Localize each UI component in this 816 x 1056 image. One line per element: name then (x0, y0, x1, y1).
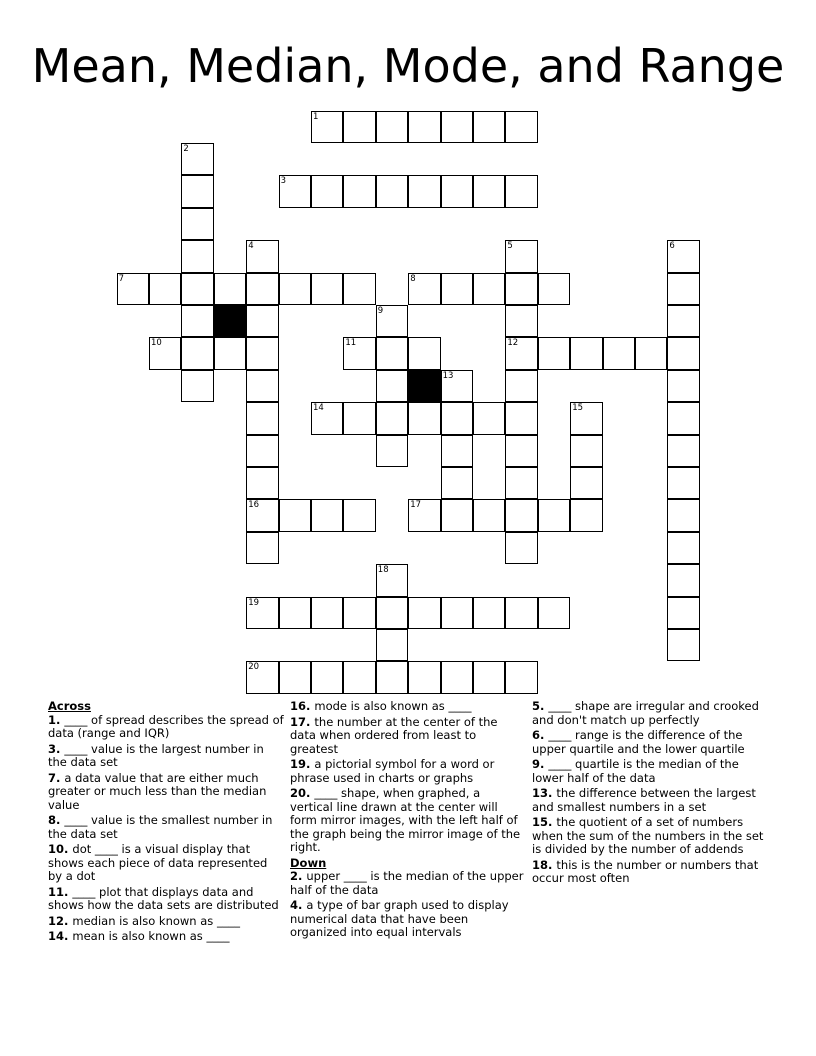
grid-cell[interactable] (408, 499, 440, 531)
grid-cell[interactable] (408, 597, 440, 629)
across-heading: Across (48, 699, 91, 713)
grid-cell[interactable] (505, 435, 537, 467)
grid-cell[interactable] (181, 273, 213, 305)
grid-cell[interactable] (181, 337, 213, 369)
grid-cell[interactable] (181, 208, 213, 240)
clue-text: mean is also known as ____ (72, 929, 230, 943)
grid-cell[interactable] (376, 629, 408, 661)
grid-cell[interactable] (376, 370, 408, 402)
clue-text: ____ of spread describes the spread of data (range and IQR) (48, 712, 284, 740)
cell-number: 15 (572, 403, 584, 414)
grid-cell[interactable] (376, 564, 408, 596)
across-clue-10 (48, 843, 284, 884)
grid-cell[interactable] (441, 435, 473, 467)
grid-cell[interactable] (246, 305, 278, 337)
cell-number: 6 (669, 241, 675, 252)
grid-cell[interactable] (376, 175, 408, 207)
down-clue-15 (532, 816, 768, 857)
grid-cell[interactable] (246, 499, 278, 531)
down-clues-part-2 (532, 700, 768, 886)
grid-cell[interactable] (376, 435, 408, 467)
cell-number: 14 (313, 403, 324, 414)
grid-cell[interactable] (505, 111, 537, 143)
clue-text: a pictorial symbol for a word or phrase used in charts or graphs (290, 757, 495, 785)
cell-number: 4 (248, 241, 254, 252)
grid-cell[interactable] (246, 370, 278, 402)
grid-cell[interactable] (343, 337, 375, 369)
clue-number: 3. (48, 741, 65, 756)
clue-text: a data value that are either much greater or much less than the median value (48, 770, 267, 812)
clue-number: 7. (48, 770, 65, 785)
down-clue-18 (532, 859, 768, 886)
grid-cell[interactable] (667, 499, 699, 531)
grid-cell[interactable] (667, 597, 699, 629)
down-clue-5 (532, 700, 768, 727)
grid-cell[interactable] (343, 499, 375, 531)
clue-number: 8. (48, 813, 65, 827)
grid-cell[interactable] (538, 597, 570, 629)
grid-cell[interactable] (181, 240, 213, 272)
grid-cell[interactable] (441, 175, 473, 207)
grid-cell[interactable] (311, 499, 343, 531)
cell-number: 3 (280, 176, 287, 187)
clue-text: a type of bar graph used to display numerical data that have been organized into equal intervals (290, 898, 509, 939)
grid-cell[interactable] (408, 273, 440, 305)
grid-cell[interactable] (311, 402, 343, 434)
grid-cell[interactable] (505, 305, 537, 337)
across-clue-7 (48, 772, 284, 813)
cell-number: 1 (313, 111, 319, 122)
grid-cell[interactable] (473, 111, 505, 143)
grid-cell[interactable] (505, 337, 537, 369)
grid-cell[interactable] (376, 111, 408, 143)
across-clues-part-2 (290, 700, 526, 855)
clue-text: upper ____ is the median of the upper half of the data (290, 869, 524, 897)
cell-number: 9 (377, 306, 384, 316)
cell-number: 20 (248, 662, 260, 673)
clue-number: 6. (532, 728, 549, 742)
grid-cell[interactable] (214, 337, 246, 369)
grid-cell[interactable] (408, 661, 440, 693)
across-clue-1 (48, 714, 284, 741)
clue-text: this is the number or numbers that occur most often (532, 857, 759, 885)
clue-number: 16. (290, 699, 315, 713)
grid-cell[interactable] (181, 175, 213, 207)
grid-cell[interactable] (246, 661, 278, 693)
cell-number: 13 (442, 370, 454, 381)
grid-cell[interactable] (667, 402, 699, 434)
grid-cell[interactable] (279, 273, 311, 305)
grid-cell[interactable] (311, 597, 343, 629)
grid-cell[interactable] (505, 499, 537, 531)
clue-number: 20. (290, 786, 315, 800)
clue-text: ____ value is the smallest number in the data set (48, 813, 273, 841)
grid-cell[interactable] (473, 273, 505, 305)
grid-cell[interactable] (667, 240, 699, 272)
clue-text: the number at the center of the data when ordered from least to greatest (290, 714, 498, 756)
down-clue-13 (532, 787, 768, 814)
grid-cell[interactable] (667, 273, 699, 305)
grid-cell[interactable] (246, 467, 278, 499)
clue-number: 1. (48, 712, 65, 727)
grid-cell[interactable] (441, 597, 473, 629)
cell-number: 18 (377, 565, 389, 576)
cell-number: 16 (248, 500, 260, 511)
across-clue-3 (48, 743, 284, 770)
grid-cell[interactable] (408, 337, 440, 369)
grid-cell[interactable] (570, 499, 602, 531)
grid-cell[interactable] (667, 532, 699, 564)
grid-cell[interactable] (441, 467, 473, 499)
clue-number: 9. (532, 757, 549, 771)
clue-text: median is also known as ____ (72, 913, 240, 928)
clue-number: 11. (48, 884, 73, 899)
grid-cell[interactable] (473, 597, 505, 629)
grid-cell[interactable] (408, 175, 440, 207)
grid-cell[interactable] (376, 305, 408, 337)
black-cell (214, 305, 246, 337)
down-heading: Down (290, 855, 327, 870)
grid-cell[interactable] (408, 402, 440, 434)
grid-cell[interactable] (311, 273, 343, 305)
grid-cell[interactable] (441, 661, 473, 693)
black-cell (408, 370, 440, 402)
clue-number: 12. (48, 913, 73, 928)
grid-cell[interactable] (505, 597, 537, 629)
down-clues-part-1 (290, 870, 526, 940)
across-clue-14 (48, 930, 284, 944)
clue-text: ____ shape are irregular and crooked and don't match up perfectly (532, 699, 759, 727)
across-clues-part-1 (48, 714, 284, 944)
clue-text: the quotient of a set of numbers when the sum of the numbers in the set is divided by the number of addends (532, 815, 764, 856)
cell-number: 8 (410, 273, 416, 284)
grid-cell[interactable] (441, 273, 473, 305)
grid-cell[interactable] (311, 111, 343, 143)
clue-number: 14. (48, 929, 73, 943)
grid-cell[interactable] (441, 370, 473, 402)
grid-cell[interactable] (505, 175, 537, 207)
grid-cell[interactable] (376, 597, 408, 629)
grid-cell[interactable] (343, 597, 375, 629)
grid-cell[interactable] (570, 435, 602, 467)
grid-cell[interactable] (603, 337, 635, 369)
clue-number: 18. (532, 857, 557, 872)
grid-cell[interactable] (181, 305, 213, 337)
grid-cell[interactable] (505, 661, 537, 693)
grid-cell[interactable] (311, 175, 343, 207)
cell-number: 5 (507, 241, 513, 252)
grid-cell[interactable] (376, 337, 408, 369)
grid-cell[interactable] (441, 402, 473, 434)
grid-cell[interactable] (441, 111, 473, 143)
clue-text: ____ plot that displays data and shows how the data sets are distributed (48, 884, 279, 912)
grid-cell[interactable] (473, 661, 505, 693)
clue-text: ____ shape, when graphed, a vertical line drawn at the center will form mirror images, with the left half of the graph being the mirror image of the right. (290, 786, 521, 854)
across-clue-20 (290, 787, 526, 855)
grid-cell[interactable] (667, 564, 699, 596)
clue-column-3 (532, 700, 768, 888)
across-clue-17 (290, 716, 526, 757)
grid-cell[interactable] (473, 499, 505, 531)
grid-cell[interactable] (408, 111, 440, 143)
grid-cell[interactable] (246, 435, 278, 467)
clue-column-1 (48, 700, 284, 946)
across-clue-8 (48, 814, 284, 841)
grid-cell[interactable] (441, 499, 473, 531)
grid-cell[interactable] (667, 467, 699, 499)
down-clue-2 (290, 870, 526, 897)
grid-cell[interactable] (473, 175, 505, 207)
across-clue-19 (290, 758, 526, 785)
grid-cell[interactable] (570, 337, 602, 369)
cell-number: 2 (183, 144, 189, 154)
grid-cell[interactable] (667, 305, 699, 337)
grid-cell[interactable] (635, 337, 667, 369)
cell-number: 17 (410, 500, 422, 511)
grid-cell[interactable] (246, 402, 278, 434)
clue-text: ____ quartile is the median of the lower half of the data (532, 757, 739, 785)
grid-cell[interactable] (667, 370, 699, 402)
clue-number: 17. (290, 714, 315, 729)
grid-cell[interactable] (473, 402, 505, 434)
grid-cell[interactable] (181, 370, 213, 402)
clue-number: 15. (532, 815, 557, 829)
cell-number: 7 (118, 273, 125, 284)
clue-number: 19. (290, 757, 315, 771)
grid-cell[interactable] (246, 532, 278, 564)
grid-cell[interactable] (117, 273, 149, 305)
grid-cell[interactable] (376, 661, 408, 693)
across-clue-12 (48, 915, 284, 929)
grid-cell[interactable] (246, 337, 278, 369)
grid-cell[interactable] (246, 240, 278, 272)
cell-number: 11 (345, 338, 357, 349)
grid-cell[interactable] (246, 273, 278, 305)
grid-cell[interactable] (538, 499, 570, 531)
grid-cell[interactable] (505, 273, 537, 305)
clue-number: 13. (532, 786, 557, 800)
grid-cell[interactable] (149, 273, 181, 305)
grid-cell[interactable] (505, 467, 537, 499)
grid-cell[interactable] (149, 337, 181, 369)
across-clue-16 (290, 700, 526, 714)
clue-number: 5. (532, 699, 549, 713)
grid-cell[interactable] (667, 435, 699, 467)
clue-text: dot ____ is a visual display that shows each piece of data represented by a dot (48, 842, 268, 883)
grid-cell[interactable] (505, 532, 537, 564)
grid-cell[interactable] (538, 273, 570, 305)
grid-cell[interactable] (279, 499, 311, 531)
grid-cell[interactable] (343, 661, 375, 693)
puzzle-title: Mean, Median, Mode, and Range (31, 39, 785, 93)
grid-cell[interactable] (538, 337, 570, 369)
clue-column-2 (290, 700, 526, 942)
clue-number: 10. (48, 842, 73, 856)
down-clue-9 (532, 758, 768, 785)
down-clue-4 (290, 899, 526, 940)
cell-number: 12 (507, 338, 519, 349)
grid-cell[interactable] (343, 402, 375, 434)
across-clue-11 (48, 886, 284, 913)
grid-cell[interactable] (505, 402, 537, 434)
grid-cell[interactable] (343, 273, 375, 305)
down-clue-6 (532, 729, 768, 756)
grid-cell[interactable] (667, 337, 699, 369)
cell-number: 19 (248, 597, 260, 608)
grid-cell[interactable] (505, 370, 537, 402)
grid-cell[interactable] (181, 143, 213, 175)
grid-cell[interactable] (279, 661, 311, 693)
clue-number: 2. (290, 869, 307, 883)
grid-cell[interactable] (311, 661, 343, 693)
grid-cell[interactable] (279, 175, 311, 207)
grid-cell[interactable] (343, 175, 375, 207)
grid-cell[interactable] (279, 597, 311, 629)
grid-cell[interactable] (246, 597, 278, 629)
grid-cell[interactable] (343, 111, 375, 143)
clue-text: ____ value is the largest number in the data set (48, 741, 264, 769)
grid-cell[interactable] (570, 402, 602, 434)
grid-cell[interactable] (570, 467, 602, 499)
cell-number: 10 (151, 338, 162, 349)
grid-cell[interactable] (667, 629, 699, 661)
clue-text: the difference between the largest and smallest numbers in a set (532, 786, 756, 814)
clue-number: 4. (290, 898, 307, 912)
clue-text: ____ range is the difference of the upper quartile and the lower quartile (532, 728, 745, 756)
grid-cell[interactable] (376, 402, 408, 434)
grid-cell[interactable] (505, 240, 537, 272)
clue-text: mode is also known as ____ (314, 699, 472, 713)
grid-cell[interactable] (214, 273, 246, 305)
